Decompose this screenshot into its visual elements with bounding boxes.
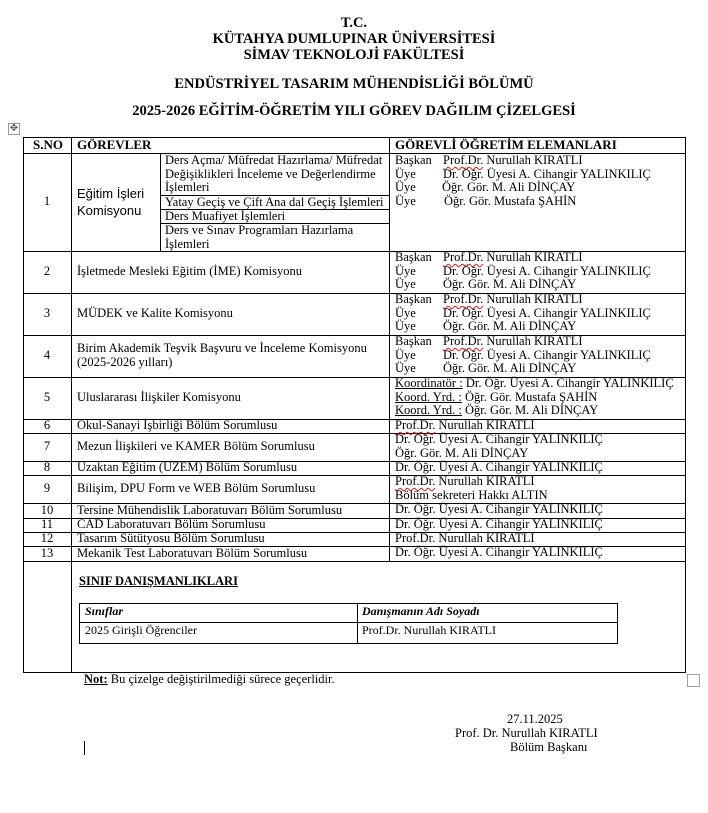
- staff-line: [395, 335, 651, 349]
- header-faculty: SİMAV TEKNOLOJİ FAKÜLTESİ: [243, 47, 465, 63]
- staff-name: Öğr. Gör. Mustafa ŞAHİN: [444, 193, 577, 208]
- staff-name: Nurullah KIRATLI: [483, 250, 583, 264]
- table-rule: [23, 475, 686, 476]
- page-title: 2025-2026 EĞİTİM-ÖĞRETİM YILI GÖREV DAĞILIM ÇİZELGESİ: [132, 103, 576, 119]
- staff-line: [395, 251, 651, 265]
- staff-name: Dr. Öğr. Üyesi A. Cihangir YALINKILIÇ: [395, 517, 603, 531]
- staff-name: Nurullah KIRATLI: [483, 292, 583, 306]
- staff-list: [395, 518, 603, 532]
- staff-line: [395, 518, 603, 532]
- staff-line: [395, 404, 674, 418]
- staff-role: Üye: [395, 361, 416, 376]
- staff-name: Dr. Öğr. Üyesi A. Cihangir YALINKILIÇ: [443, 166, 651, 181]
- task-name: MÜDEK ve Kalite Komisyonu: [77, 306, 233, 321]
- task-name: Bilişim, DPU Form ve WEB Bölüm Sorumlusu: [77, 481, 316, 496]
- staff-role: Koord. Yrd. :: [395, 403, 462, 418]
- task-name: Uluslararası İlişkiler Komisyonu: [77, 390, 241, 405]
- row-number: 5: [43, 390, 51, 405]
- staff-line: [395, 154, 651, 168]
- row-number: 1: [43, 194, 51, 208]
- staff-title: Prof.Dr.: [443, 153, 484, 167]
- advisory-advisor: Prof.Dr. Nurullah KIRATLI: [362, 623, 496, 637]
- row-number: 2: [43, 264, 51, 279]
- staff-list: [395, 475, 548, 502]
- staff-line: [395, 181, 651, 195]
- row-number: 8: [43, 460, 51, 475]
- staff-list: [395, 377, 674, 418]
- staff-name: Öğr. Gör. Mustafa ŞAHİN: [461, 389, 598, 404]
- task-name: CAD Laboratuvarı Bölüm Sorumlusu: [77, 517, 266, 532]
- row-number: 11: [40, 517, 54, 532]
- advisory-class: 2025 Girişli Öğrenciler: [85, 623, 197, 637]
- staff-name: Nurullah KIRATLI: [483, 153, 583, 167]
- staff-title: Prof.Dr.: [443, 334, 484, 348]
- task-name: Uzaktan Eğitim (UZEM) Bölüm Sorumlusu: [77, 460, 298, 475]
- staff-role: Koord. Yrd. :: [395, 389, 462, 404]
- staff-name: Dr. Öğr. Üyesi A. Cihangir YALINKILIÇ: [395, 460, 603, 474]
- staff-role: Başkan: [395, 250, 432, 264]
- table-move-handle-icon[interactable]: ✥: [9, 123, 19, 134]
- advisory-title: SINIF DANIŞMANLIKLARI: [79, 574, 238, 588]
- row-number: 13: [40, 545, 54, 560]
- staff-line: [395, 265, 651, 279]
- table-rule: [23, 561, 686, 562]
- staff-line: [395, 195, 651, 209]
- staff-line: [395, 433, 603, 447]
- staff-role: Üye: [395, 166, 416, 181]
- staff-name: Öğr. Gör. M. Ali DİNÇAY: [443, 319, 577, 334]
- subtask: Ders ve Sınav Programları Hazırlama İşlemleri: [165, 223, 354, 251]
- col-header-tasks: GÖREVLER: [77, 137, 152, 152]
- task-name: Tersine Mühendislik Laboratuvarı Bölüm Sorumlusu: [77, 502, 343, 517]
- text-cursor: [84, 741, 85, 755]
- staff-name: Nurullah KIRATLI: [435, 418, 535, 432]
- staff-line: [395, 278, 651, 292]
- staff-role: Üye: [395, 180, 416, 195]
- row-number: 9: [43, 481, 51, 496]
- signature-date: 27.11.2025: [507, 712, 563, 726]
- staff-name: Dr. Öğr. Üyesi A. Cihangir YALINKILIÇ: [443, 263, 651, 278]
- staff-line: [395, 293, 651, 307]
- staff-name: Dr. Öğr. Üyesi A. Cihangir YALINKILIÇ: [443, 347, 651, 362]
- staff-name: Öğr. Gör. M. Ali DİNÇAY: [461, 403, 599, 418]
- advisory-col-classes: Sınıflar: [85, 604, 124, 618]
- staff-title: Prof.Dr.: [395, 474, 436, 488]
- staff-role: Başkan: [395, 334, 432, 348]
- staff-role: Üye: [395, 277, 416, 292]
- staff-list: [395, 251, 651, 292]
- staff-name: Dr. Öğr. Üyesi A. Cihangir YALINKILIÇ: [443, 305, 651, 320]
- col-header-sno: S.NO: [33, 137, 63, 152]
- staff-line: [395, 419, 535, 433]
- end-of-cell-marker: [687, 674, 700, 687]
- staff-list: [395, 461, 603, 475]
- row-number: 6: [43, 418, 51, 433]
- subtask: Yatay Geçiş ve Çift Ana dal Geçiş İşlemleri: [165, 195, 384, 209]
- staff-name: Nurullah KIRATLI: [435, 474, 535, 488]
- task-name: Eğitim İşleri Komisyonu: [77, 186, 145, 218]
- task-name: Birim Akademik Teşvik Başvuru ve İnceleme Komisyonu (2025-2026 yılları): [77, 341, 367, 369]
- staff-list: [395, 154, 651, 208]
- staff-line: [395, 349, 651, 363]
- staff-title: Prof.Dr.: [395, 418, 436, 432]
- table-rule: [23, 137, 24, 673]
- table-rule: [79, 603, 618, 604]
- subtask: Ders Muafiyet İşlemleri: [165, 209, 286, 223]
- signature-name: Prof. Dr. Nurullah KIRATLI: [455, 726, 598, 740]
- staff-line: [395, 168, 651, 182]
- header-university: KÜTAHYA DUMLUPINAR ÜNİVERSİTESİ: [212, 31, 496, 47]
- row-number: 10: [40, 502, 54, 517]
- table-rule: [357, 603, 358, 644]
- staff-list: [395, 335, 651, 376]
- staff-name: Dr. Öğr. Üyesi A. Cihangir YALINKILIÇ: [395, 545, 603, 559]
- staff-role: Başkan: [395, 292, 432, 306]
- table-rule: [160, 153, 161, 251]
- table-rule: [79, 643, 618, 644]
- staff-name: Öğr. Gör. M. Ali DİNÇAY: [395, 445, 529, 460]
- staff-line: [395, 546, 603, 560]
- note-label: Not:: [84, 672, 108, 686]
- signature-title: Bölüm Başkanı: [510, 740, 588, 754]
- advisory-col-advisor: Danışmanın Adı Soyadı: [362, 604, 480, 618]
- staff-role: Koordinatör :: [395, 376, 463, 390]
- staff-line: [395, 362, 651, 376]
- staff-role: Üye: [395, 305, 416, 320]
- task-name: Tasarım Sütütyosu Bölüm Sorumlusu: [77, 531, 265, 546]
- staff-list: [395, 433, 603, 460]
- staff-name: Öğr. Gör. M. Ali DİNÇAY: [443, 277, 577, 292]
- task-name: Okul-Sanayi İşbirliği Bölüm Sorumlusu: [77, 418, 278, 433]
- staff-line: [395, 391, 674, 405]
- task-name: Mezun İlişkileri ve KAMER Bölüm Sorumlusu: [77, 439, 315, 454]
- row-number: 4: [43, 348, 51, 363]
- staff-line: [395, 377, 674, 391]
- staff-name: Nurullah KIRATLI: [483, 334, 583, 348]
- table-rule: [79, 603, 80, 644]
- staff-line: [395, 320, 651, 334]
- staff-name: Prof.Dr. Nurullah KIRATLI: [395, 531, 535, 545]
- staff-role: Üye: [395, 319, 416, 334]
- staff-line: [395, 447, 603, 461]
- table-rule: [617, 603, 618, 644]
- staff-list: [395, 532, 535, 546]
- staff-role: Başkan: [395, 153, 432, 167]
- table-rule: [389, 137, 390, 561]
- staff-name: Dr. Öğr. Üyesi A. Cihangir YALINKILIÇ: [462, 376, 674, 390]
- staff-line: [395, 503, 603, 517]
- row-number: 3: [43, 306, 51, 321]
- staff-name: Dr. Öğr. Üyesi A. Cihangir YALINKILIÇ: [395, 502, 603, 516]
- header-department: ENDÜSTRİYEL TASARIM MÜHENDİSLİĞİ BÖLÜMÜ: [174, 76, 534, 92]
- staff-name: Bölüm sekreteri Hakkı ALTIN: [395, 487, 548, 502]
- table-rule: [71, 137, 72, 672]
- subtask: Ders Açma/ Müfredat Hazırlama/ Müfredat Değişiklikleri İnceleme ve Değerlendirme İşlemleri: [165, 153, 383, 195]
- staff-title: Prof.Dr.: [443, 250, 484, 264]
- col-header-staff: GÖREVLİ ÖĞRETİM ELEMANLARI: [395, 137, 617, 152]
- staff-name: Öğr. Gör. M. Ali DİNÇAY: [442, 180, 576, 195]
- staff-name: Öğr. Gör. M. Ali DİNÇAY: [443, 361, 577, 376]
- staff-list: [395, 293, 651, 334]
- staff-title: Prof.Dr.: [443, 292, 484, 306]
- task-name: Mekanik Test Laboratuvarı Bölüm Sorumlusu: [77, 545, 308, 560]
- header-tc: T.C.: [340, 15, 368, 31]
- row-number: 7: [43, 439, 51, 454]
- staff-line: [395, 475, 548, 489]
- staff-list: [395, 503, 603, 517]
- staff-line: [395, 532, 535, 546]
- note-text: Bu çizelge değiştirilmediği sürece geçerlidir.: [107, 672, 335, 686]
- row-number: 12: [40, 531, 54, 546]
- staff-role: Üye: [395, 347, 416, 362]
- staff-line: [395, 461, 603, 475]
- staff-role: Üye: [395, 263, 416, 278]
- task-name: İşletmede Mesleki Eğitim (İME) Komisyonu: [77, 264, 302, 279]
- staff-line: [395, 489, 548, 503]
- staff-list: [395, 546, 603, 560]
- staff-line: [395, 307, 651, 321]
- note: [84, 673, 335, 687]
- staff-list: [395, 419, 535, 433]
- staff-name: Dr. Öğr. Üyesi A. Cihangir YALINKILIÇ: [395, 432, 603, 446]
- staff-role: Üye: [395, 193, 416, 208]
- table-rule: [685, 137, 686, 673]
